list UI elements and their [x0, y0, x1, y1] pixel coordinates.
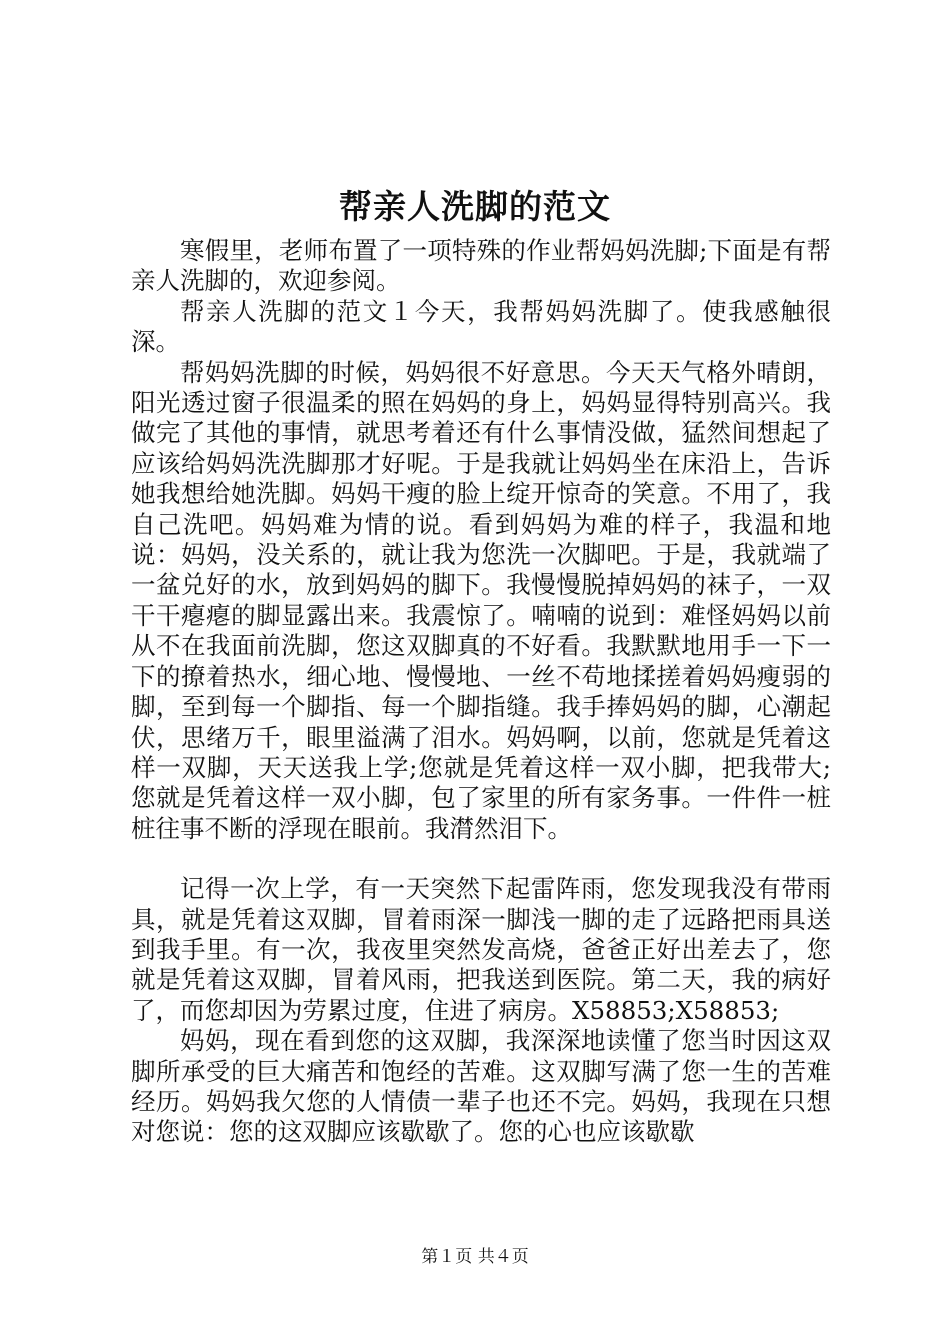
- page-footer: 第１页 共４页: [421, 1247, 529, 1267]
- page-title: 帮亲人洗脚的范文: [339, 187, 611, 226]
- paragraph-reflection: 妈妈，现在看到您的这双脚，我深深地读懂了您当时因这双脚所承受的巨大痛苦和饱经的苦难。这双脚写满了您一生的苦难经历。妈妈我欠您的人情债一辈子也还不完。妈妈，我现在只想对您说：您的这双脚应该歇歇了。您的心也应该歇歇: [131, 1026, 831, 1147]
- paragraph-intro: 寒假里，老师布置了一项特殊的作业帮妈妈洗脚;下面是有帮亲人洗脚的，欢迎参阅。: [131, 236, 831, 296]
- paragraph-washing-feet: 帮妈妈洗脚的时候，妈妈很不好意思。今天天气格外晴朗，阳光透过窗子很温柔的照在妈妈的身上，妈妈显得特别高兴。我做完了其他的事情，就思考着还有什么事情没做，猛然间想起了应该给妈妈洗洗脚那才好呢。于是我就让妈妈坐在床沿上，告诉她我想给她洗脚。妈妈干瘦的脸上绽开惊奇的笑意。不用了，我自己洗吧。妈妈难为情的说。看到妈妈为难的样子，我温和地说：妈妈，没关系的，就让我为您洗一次脚吧。于是，我就端了一盆兑好的水，放到妈妈的脚下。我慢慢脱掉妈妈的袜子，一双干干瘪瘪的脚显露出来。我震惊了。喃喃的说到：难怪妈妈以前从不在我面前洗脚，您这双脚真的不好看。我默默地用手一下一下的撩着热水，细心地、慢慢地、一丝不苟地揉搓着妈妈瘦弱的脚，至到每一个脚指、每一个脚指缝。我手捧妈妈的脚，心潮起伏，思绪万千，眼里溢满了泪水。妈妈啊，以前，您就是凭着这样一双脚，天天送我上学;您就是凭着这样一双小脚，把我带大;您就是凭着这样一双小脚，包了家里的所有家务事。一件件一桩桩往事不断的浮现在眼前。我潸然泪下。: [131, 357, 831, 843]
- document-body: [131, 236, 831, 1148]
- paragraph-memory: 记得一次上学，有一天突然下起雷阵雨，您发现我没有带雨具，就是凭着这双脚，冒着雨深一脚浅一脚的走了远路把雨具送到我手里。有一次，我夜里突然发高烧，爸爸正好出差去了，您就是凭着这双脚，冒着风雨，把我送到医院。第二天，我的病好了，而您却因为劳累过度，住进了病房。X58853;X58853;: [131, 874, 831, 1025]
- paragraph-essay-opening: 帮亲人洗脚的范文１今天，我帮妈妈洗脚了。使我感触很深。: [131, 296, 831, 357]
